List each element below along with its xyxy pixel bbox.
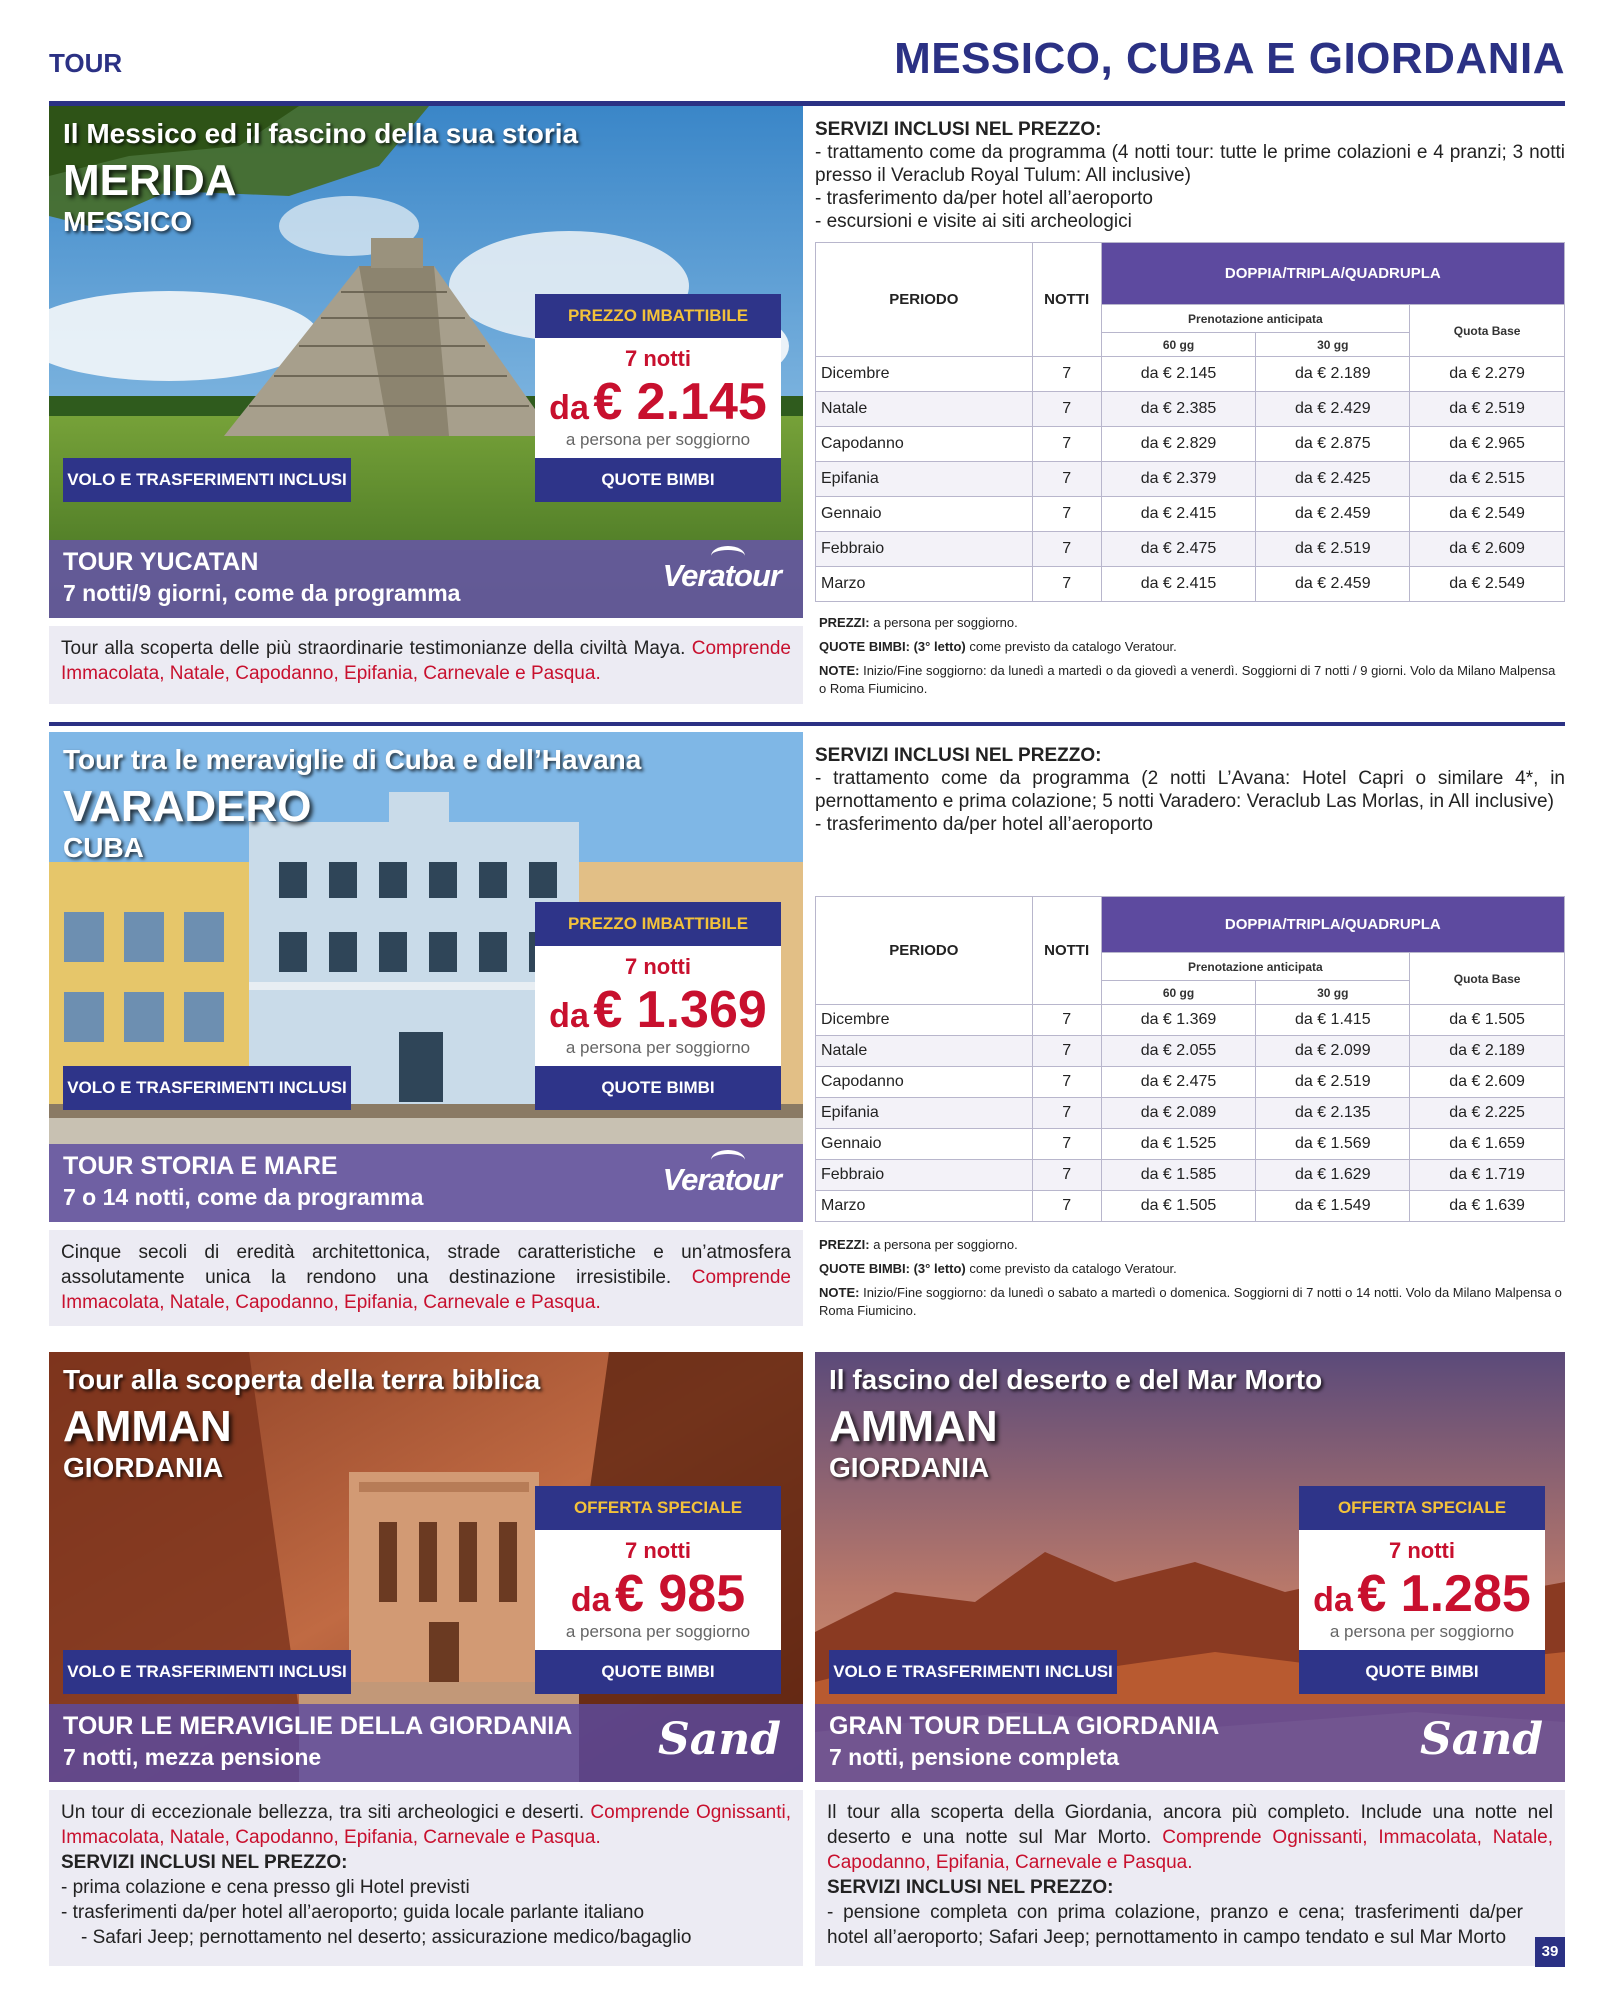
tour-name: TOUR LE MERAVIGLIE DELLA GIORDANIA [63,1712,573,1740]
table-row [816,1098,1565,1129]
price-badge: OFFERTA SPECIALE [1299,1486,1545,1530]
table-cell: da € 1.505 [1101,1191,1256,1222]
table-cell: 7 [1032,1160,1101,1191]
table-row [816,462,1565,497]
veratour-logo: Veratour [663,1162,781,1198]
price-per-person: a persona per soggiorno [565,430,751,449]
table-cell: da € 1.569 [1256,1129,1410,1160]
tour-name: TOUR STORIA E MARE [63,1152,338,1180]
col-room: DOPPIA/TRIPLA/QUADRUPLA [1101,243,1564,305]
table-cell: Capodanno [816,427,1033,462]
col-periodo: PERIODO [816,897,1033,1005]
amman-petra-card [49,1352,803,1782]
table-cell: da € 2.189 [1410,1036,1565,1067]
volo-trasferimenti-badge: VOLO E TRASFERIMENTI INCLUSI [829,1650,1117,1694]
table-cell: da € 2.829 [1101,427,1256,462]
tour-city: VARADERO [63,782,312,831]
price-box [1299,1486,1545,1694]
tour-city: AMMAN [829,1402,998,1451]
price-badge: PREZZO IMBATTIBILE [535,294,781,338]
table-cell: da € 1.629 [1256,1160,1410,1191]
tour-tagline: Il fascino del deserto e del Mar Morto [829,1364,1323,1395]
table-row [816,1067,1565,1098]
price-box [535,1486,781,1694]
col-room: DOPPIA/TRIPLA/QUADRUPLA [1101,897,1564,953]
quote-bimbi-button[interactable]: QUOTE BIMBI [535,458,781,502]
table-cell: da € 2.055 [1101,1036,1256,1067]
price-badge: OFFERTA SPECIALE [535,1486,781,1530]
amman-desert-card [815,1352,1565,1782]
table-row [816,392,1565,427]
tour-name: TOUR YUCATAN [63,548,259,576]
tour-detail: 7 notti, mezza pensione [63,1744,322,1770]
price-nights: 7 notti [1389,1538,1455,1563]
table-cell: da € 2.515 [1410,462,1565,497]
quote-bimbi-button[interactable]: QUOTE BIMBI [535,1650,781,1694]
table-cell: da € 2.429 [1256,392,1410,427]
tour-detail: 7 o 14 notti, come da programma [63,1184,424,1210]
table-row [816,1129,1565,1160]
varadero-card [49,732,803,1222]
merida-card [49,106,803,618]
table-cell: Epifania [816,462,1033,497]
table-row [816,532,1565,567]
table-cell: da € 2.415 [1101,497,1256,532]
table-cell: da € 1.549 [1256,1191,1410,1222]
table-cell: da € 2.459 [1256,497,1410,532]
varadero-price-table: PERIODO NOTTI DOPPIA/TRIPLA/QUADRUPLA Prenotazione anticipata Quota Base 60 gg 30 gg Dicembre 7 da € 1.369 da € 1.415 da € 1.505 Natale 7 da € 2.055 da € 2.099 da € 2.189 Capodanno 7 da € 2.475 da € 2.519 da € 2.609 Epifania 7 da € 2.089 da € 2.135 da € 2.225 Gennaio 7 da € 1.525 da € 1.569 da € 1.659 Febbraio 7 da € 1.585 da € 1.629 da € 1.719 Marzo 7 da € 1.505 da € 1.549 da € 1.639 [815,896,1565,1222]
table-cell: da € 2.475 [1101,1067,1256,1098]
table-row [816,1191,1565,1222]
table-cell: da € 2.099 [1256,1036,1410,1067]
table-row [816,427,1565,462]
price-badge: PREZZO IMBATTIBILE [535,902,781,946]
merida-price-table: PERIODO NOTTI DOPPIA/TRIPLA/QUADRUPLA Prenotazione anticipata Quota Base 60 gg 30 gg Dicembre 7 da € 2.145 da € 2.189 da € 2.279 Natale 7 da € 2.385 da € 2.429 da € 2.519 Capodanno 7 da € 2.829 da € 2.875 da € 2.965 Epifania 7 da € 2.379 da € 2.425 da € 2.515 Gennaio 7 da € 2.415 da € 2.459 da € 2.549 Febbraio 7 da € 2.475 da € 2.519 da € 2.609 Marzo 7 da € 2.415 da € 2.459 da € 2.549 [815,242,1565,602]
tour-band [49,1704,803,1782]
varadero-services: SERVIZI INCLUSI NEL PREZZO: - trattamento come da programma (2 notti L’Avana: Hotel Capri o similare 4*, in pernottamento e prima colazione; 5 notti Varadero: Veraclub Las Morlas, in All inclusive) - trasferimento da/per hotel all’aeroporto [815,745,1565,835]
table-cell: Febbraio [816,1160,1033,1191]
table-cell: Natale [816,392,1033,427]
table-cell: da € 1.659 [1410,1129,1565,1160]
volo-trasferimenti-badge: VOLO E TRASFERIMENTI INCLUSI [63,1066,351,1110]
table-cell: da € 2.549 [1410,497,1565,532]
table-cell: da € 1.525 [1101,1129,1256,1160]
table-row [816,497,1565,532]
tour-city: MERIDA [63,156,237,205]
table-cell: Epifania [816,1098,1033,1129]
table-cell: da € 1.505 [1410,1005,1565,1036]
section-label: TOUR [49,48,123,78]
table-cell: 7 [1032,567,1101,602]
tour-city: AMMAN [63,1402,232,1451]
veratour-logo: Veratour [663,558,781,594]
table-cell: da € 2.225 [1410,1098,1565,1129]
table-cell: da € 1.719 [1410,1160,1565,1191]
table-cell: Dicembre [816,357,1033,392]
amman-desert-description: Il tour alla scoperta della Giordania, ancora più completo. Include una notte nel deserto e una notte sul Mar Morto. Comprende Ognissanti, Immacolata, Natale, Capodanno, Epifania, Carnevale e Pasqua. SERVIZI INCLUSI NEL PREZZO: - pensione completa con prima colazione, pranzo e cena; trasferimenti da/per hotel all’aeroporto; Safari Jeep; pernottamento in campo tendato e sul Mar Morto [815,1790,1565,1966]
table-cell: da € 2.385 [1101,392,1256,427]
tour-band [815,1704,1565,1782]
table-cell: 7 [1032,357,1101,392]
price-box [535,902,781,1110]
table-cell: da € 1.369 [1101,1005,1256,1036]
table-cell: 7 [1032,497,1101,532]
table-cell: Marzo [816,1191,1033,1222]
price-amount: da € 1.285 [1313,1565,1531,1623]
sand-logo: Sand [657,1714,781,1765]
table-cell: da € 2.279 [1410,357,1565,392]
table-cell: 7 [1032,532,1101,567]
table-cell: da € 2.609 [1410,1067,1565,1098]
table-cell: Dicembre [816,1005,1033,1036]
table-cell: da € 2.519 [1256,532,1410,567]
table-cell: da € 2.135 [1256,1098,1410,1129]
page-number: 39 [1535,1937,1565,1967]
table-cell: da € 2.425 [1256,462,1410,497]
table-cell: da € 2.875 [1256,427,1410,462]
col-notti: NOTTI [1032,243,1101,357]
price-per-person: a persona per soggiorno [565,1038,751,1057]
quote-bimbi-button[interactable]: QUOTE BIMBI [1299,1650,1545,1694]
table-cell: Capodanno [816,1067,1033,1098]
table-cell: da € 2.189 [1256,357,1410,392]
price-box [535,294,781,502]
table-cell: 7 [1032,1098,1101,1129]
table-row [816,357,1565,392]
volo-trasferimenti-badge: VOLO E TRASFERIMENTI INCLUSI [63,1650,351,1694]
table-cell: da € 2.549 [1410,567,1565,602]
price-nights: 7 notti [625,954,691,979]
table-cell: da € 1.639 [1410,1191,1565,1222]
varadero-notes: PREZZI: a persona per soggiorno. QUOTE BIMBI: (3° letto) come previsto da catalogo Veratour. NOTE: Inizio/Fine soggiorno: da lunedì o sabato a martedì o domenica. Soggiorni di 7 notti o 14 notti. Volo da Milano Malpensa o Roma Fiumicino. [819,1237,1562,1318]
table-row [816,1160,1565,1191]
table-cell: da € 2.089 [1101,1098,1256,1129]
tour-country: MESSICO [63,206,193,237]
amman-petra-description: Un tour di eccezionale bellezza, tra siti archeologici e deserti. Comprende Ognissanti, Immacolata, Natale, Capodanno, Epifania, Carnevale e Pasqua. SERVIZI INCLUSI NEL PREZZO: - prima colazione e cena presso gli Hotel previsti - trasferimenti da/per hotel all’aeroporto; guida locale parlante italiano - Safari Jeep; pernottamento nel deserto; assicurazione medico/bagaglio [49,1790,803,1966]
price-per-person: a persona per soggiorno [1329,1622,1515,1641]
tour-detail: 7 notti, pensione completa [829,1744,1120,1770]
price-amount: da € 1.369 [549,981,767,1039]
volo-trasferimenti-badge: VOLO E TRASFERIMENTI INCLUSI [63,458,351,502]
tour-name: GRAN TOUR DELLA GIORDANIA [829,1712,1220,1740]
table-cell: Marzo [816,567,1033,602]
table-cell: da € 2.519 [1410,392,1565,427]
table-cell: da € 2.965 [1410,427,1565,462]
table-cell: 7 [1032,392,1101,427]
merida-notes: PREZZI: a persona per soggiorno. QUOTE BIMBI: (3° letto) come previsto da catalogo Veratour. NOTE: Inizio/Fine soggiorno: da lunedì a martedì o da giovedì a venerdì. Soggiorni di 7 notti / 9 giorni. Volo da Milano Malpensa o Roma Fiumicino. [819,615,1556,696]
table-cell: da € 2.519 [1256,1067,1410,1098]
table-cell: 7 [1032,462,1101,497]
table-cell: 7 [1032,1191,1101,1222]
table-cell: da € 1.415 [1256,1005,1410,1036]
table-cell: Gennaio [816,1129,1033,1160]
tour-detail: 7 notti/9 giorni, come da programma [63,580,461,606]
table-cell: 7 [1032,427,1101,462]
price-amount: da € 985 [570,1565,746,1623]
table-cell: 7 [1032,1036,1101,1067]
tour-tagline: Tour alla scoperta della terra biblica [63,1364,541,1395]
price-amount: da € 2.145 [549,373,767,431]
col-notti: NOTTI [1032,897,1101,1005]
table-row [816,1036,1565,1067]
tour-country: GIORDANIA [829,1452,990,1483]
table-cell: 7 [1032,1005,1101,1036]
table-cell: da € 2.145 [1101,357,1256,392]
table-cell: da € 2.475 [1101,532,1256,567]
table-cell: Febbraio [816,532,1033,567]
tour-country: CUBA [63,832,144,863]
merida-services: SERVIZI INCLUSI NEL PREZZO: - trattamento come da programma (4 notti tour: tutte le prime colazioni e 4 pranzi; 3 notti presso il Veraclub Royal Tulum: All inclusive) - trasferimento da/per hotel all’aeroporto - escursioni e visite ai siti archeologici [815,119,1565,232]
page-title: MESSICO, CUBA E GIORDANIA [894,34,1565,83]
tour-country: GIORDANIA [63,1452,224,1483]
table-cell: da € 2.415 [1101,567,1256,602]
varadero-description: Cinque secoli di eredità architettonica, strade caratteristiche e un’atmosfera assolutamente unica la rendono una destinazione irresistibile. Comprende Immacolata, Natale, Capodanno, Epifania, Carnevale e Pasqua. [49,1230,803,1326]
price-nights: 7 notti [625,1538,691,1563]
table-cell: da € 1.585 [1101,1160,1256,1191]
col-periodo: PERIODO [816,243,1033,357]
table-row [816,567,1565,602]
quote-bimbi-button[interactable]: QUOTE BIMBI [535,1066,781,1110]
tour-tagline: Il Messico ed il fascino della sua storia [63,118,579,149]
price-per-person: a persona per soggiorno [565,1622,751,1641]
table-cell: 7 [1032,1067,1101,1098]
table-row [816,1005,1565,1036]
table-cell: da € 2.609 [1410,532,1565,567]
section-divider [49,722,1565,726]
sand-logo: Sand [1419,1714,1543,1765]
table-cell: 7 [1032,1129,1101,1160]
table-cell: Natale [816,1036,1033,1067]
table-cell: da € 2.459 [1256,567,1410,602]
table-cell: Gennaio [816,497,1033,532]
tour-band [49,1144,803,1222]
tour-band [49,540,803,618]
table-cell: da € 2.379 [1101,462,1256,497]
merida-description: Tour alla scoperta delle più straordinarie testimonianze della civiltà Maya. Comprende Immacolata, Natale, Capodanno, Epifania, Carnevale e Pasqua. [49,626,803,704]
price-nights: 7 notti [625,346,691,371]
tour-tagline: Tour tra le meraviglie di Cuba e dell’Havana [63,744,642,775]
